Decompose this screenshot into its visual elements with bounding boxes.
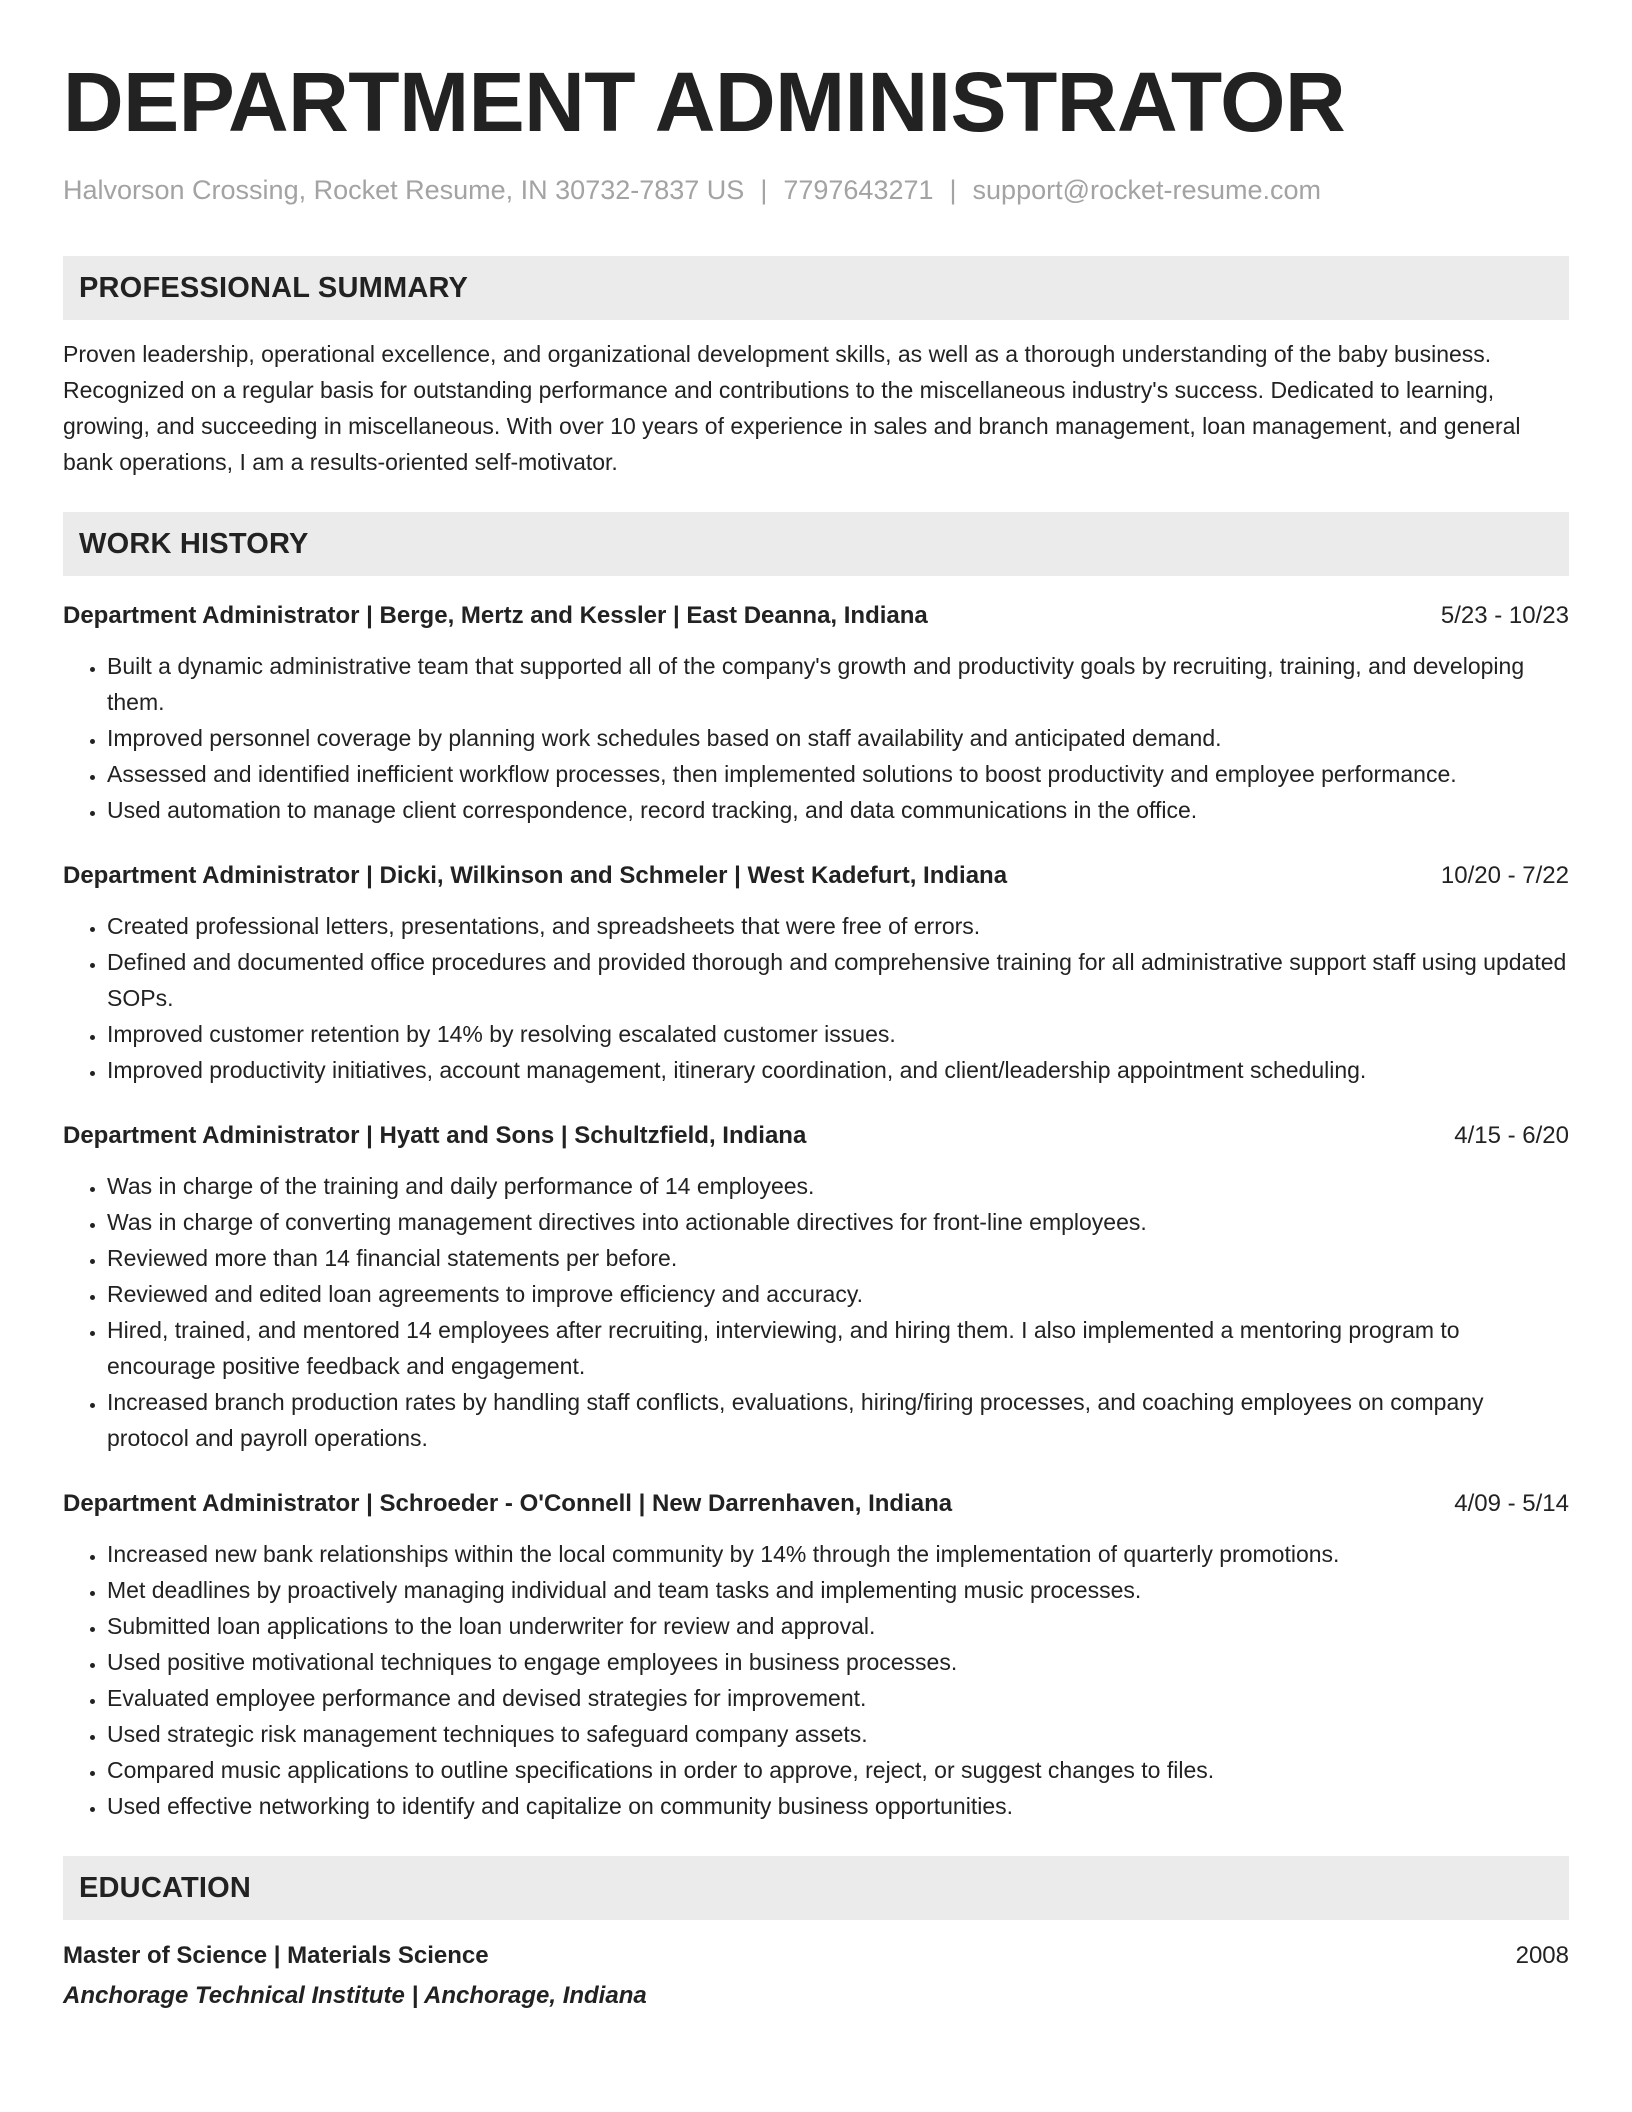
job-entry (63, 1118, 1569, 1456)
job-bullets (63, 648, 1569, 828)
resume-name: DEPARTMENT ADMINISTRATOR (63, 55, 1346, 149)
job-bullet: • Assessed and identified inefficient workflow processes, then implemented solutions to boost productivity and employee performance. (107, 756, 1569, 792)
section-header-education: EDUCATION (63, 1856, 1569, 1920)
job-bullets (63, 1168, 1569, 1456)
contact-separator: | (760, 175, 768, 205)
job-entry (63, 598, 1569, 828)
job-bullet: • Used automation to manage client correspondence, record tracking, and data communications in the office. (107, 792, 1569, 828)
section-header-work-history: WORK HISTORY (63, 512, 1569, 576)
job-bullet: • Hired, trained, and mentored 14 employees after recruiting, interviewing, and hiring them. I also implemented a mentoring program to encourage positive feedback and engagement. (107, 1312, 1569, 1384)
job-bullet: • Submitted loan applications to the loan underwriter for review and approval. (107, 1608, 1569, 1644)
job-title: Department Administrator | Hyatt and Sons | Schultzfield, Indiana (63, 1122, 807, 1149)
job-bullet: • Evaluated employee performance and devised strategies for improvement. (107, 1680, 1569, 1716)
job-dates: 4/15 - 6/20 (1454, 1122, 1569, 1149)
job-bullet: • Compared music applications to outline specifications in order to approve, reject, or suggest changes to files. (107, 1752, 1569, 1788)
job-bullet: • Increased branch production rates by handling staff conflicts, evaluations, hiring/firing processes, and coaching employees on company protocol and payroll operations. (107, 1384, 1569, 1456)
job-bullets (63, 908, 1569, 1088)
job-header (63, 1486, 1569, 1522)
job-bullet: • Reviewed and edited loan agreements to improve efficiency and accuracy. (107, 1276, 1569, 1312)
job-bullet: • Used strategic risk management techniques to safeguard company assets. (107, 1716, 1569, 1752)
job-entry (63, 1486, 1569, 1824)
section-header-summary: PROFESSIONAL SUMMARY (63, 256, 1569, 320)
job-dates: 10/20 - 7/22 (1440, 862, 1569, 889)
job-bullet: • Used effective networking to identify and capitalize on community business opportunities. (107, 1788, 1569, 1824)
education-degree: Master of Science | Materials Science (63, 1942, 489, 1969)
job-dates: 5/23 - 10/23 (1440, 602, 1569, 629)
job-bullet: • Improved customer retention by 14% by resolving escalated customer issues. (107, 1016, 1569, 1052)
job-bullet: • Built a dynamic administrative team that supported all of the company's growth and productivity goals by recruiting, training, and developing them. (107, 648, 1569, 720)
contact-address: Halvorson Crossing, Rocket Resume, IN 30732-7837 US (63, 175, 745, 205)
contact-line (63, 172, 1569, 208)
job-title: Department Administrator | Schroeder - O'Connell | New Darrenhaven, Indiana (63, 1490, 953, 1517)
education-entry (63, 1938, 1569, 2014)
contact-email: support@rocket-resume.com (972, 175, 1322, 205)
job-header (63, 1118, 1569, 1154)
job-bullet: • Was in charge of converting management directives into actionable directives for front-line employees. (107, 1204, 1569, 1240)
job-bullet: • Met deadlines by proactively managing individual and team tasks and implementing music processes. (107, 1572, 1569, 1608)
contact-phone: 7797643271 (783, 175, 934, 205)
job-bullet: • Was in charge of the training and daily performance of 14 employees. (107, 1168, 1569, 1204)
job-bullet: • Improved personnel coverage by planning work schedules based on staff availability and anticipated demand. (107, 720, 1569, 756)
job-bullet: • Used positive motivational techniques to engage employees in business processes. (107, 1644, 1569, 1680)
job-title: Department Administrator | Dicki, Wilkinson and Schmeler | West Kadefurt, Indiana (63, 862, 1008, 889)
job-bullet: • Increased new bank relationships within the local community by 14% through the implementation of quarterly promotions. (107, 1536, 1569, 1572)
job-header (63, 598, 1569, 634)
summary-text: Proven leadership, operational excellence, and organizational development skills, as well as a thorough understanding of the baby business. Recognized on a regular basis for outstanding performance and contributions to the miscellaneous industry's success. Dedicated to learning, growing, and succeeding in miscellaneous. With over 10 years of experience in sales and branch management, loan management, and general bank operations, I am a results-oriented self-motivator. (63, 341, 1521, 475)
job-bullet: • Created professional letters, presentations, and spreadsheets that were free of errors. (107, 908, 1569, 944)
job-bullet: • Defined and documented office procedures and provided thorough and comprehensive training for all administrative support staff using updated SOPs. (107, 944, 1569, 1016)
job-dates: 4/09 - 5/14 (1454, 1490, 1569, 1517)
education-school: Anchorage Technical Institute | Anchorage, Indiana (63, 1982, 647, 2009)
contact-separator: | (949, 175, 957, 205)
education-year: 2008 (1515, 1942, 1569, 1969)
job-bullet: • Reviewed more than 14 financial statements per before. (107, 1240, 1569, 1276)
job-title: Department Administrator | Berge, Mertz and Kessler | East Deanna, Indiana (63, 602, 928, 629)
job-bullet: • Improved productivity initiatives, account management, itinerary coordination, and client/leadership appointment scheduling. (107, 1052, 1569, 1088)
education-header (63, 1938, 1569, 1974)
job-entry (63, 858, 1569, 1088)
job-bullets (63, 1536, 1569, 1824)
job-header (63, 858, 1569, 894)
